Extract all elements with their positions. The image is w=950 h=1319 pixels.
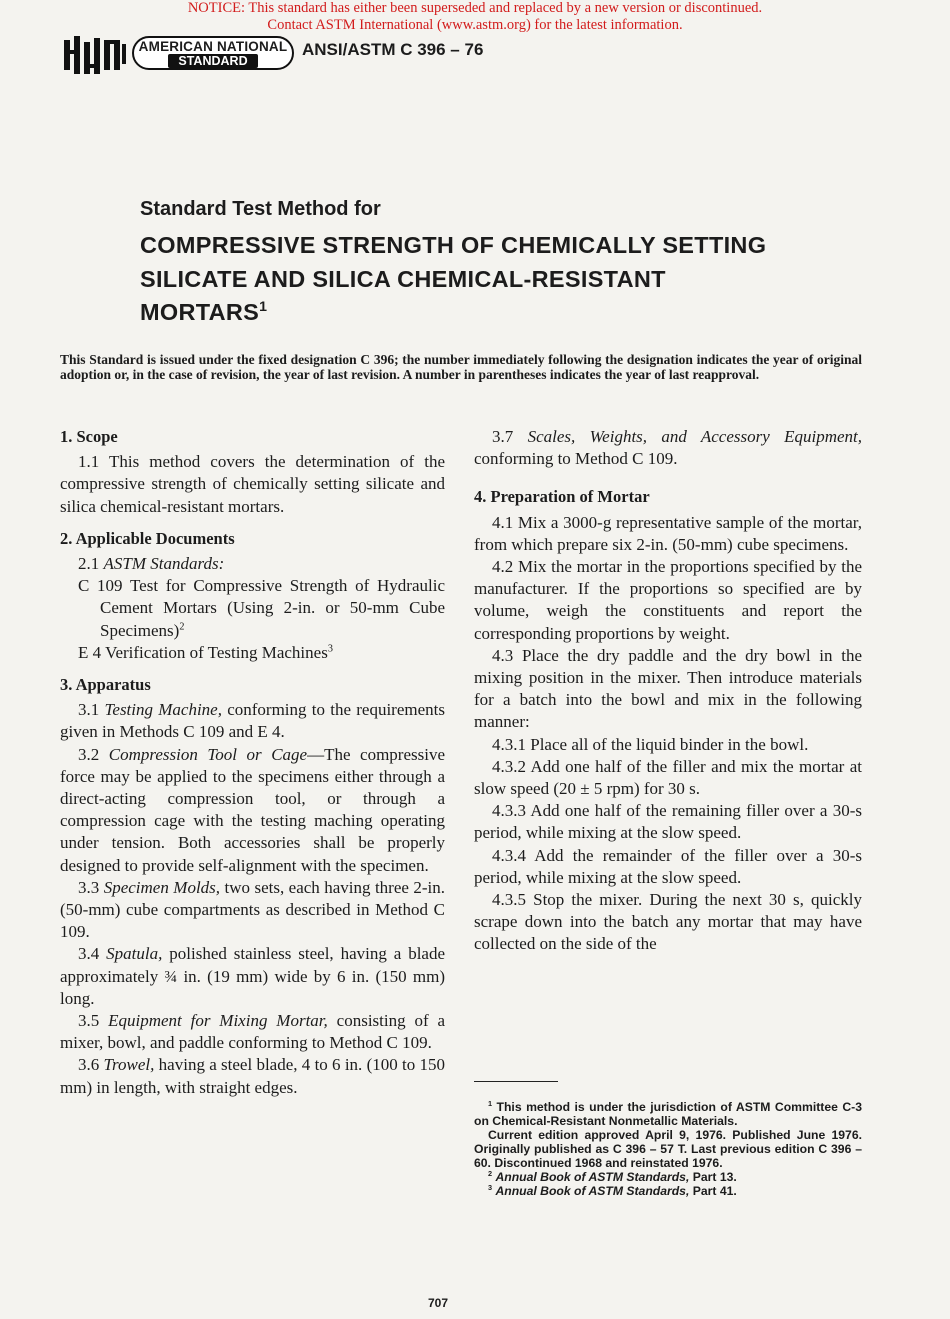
- paragraph-number: 3.6: [78, 1055, 100, 1075]
- astm-logo-icon: [62, 34, 128, 78]
- preamble: This Standard is issued under the fixed designation C 396; the number immediately following the designation indicates the year of original adoption or, in the case of revision, the year of last revision. A number in parentheses indicates the year of last reapproval.: [60, 352, 862, 382]
- reference-c109: [60, 575, 445, 642]
- footnote-ref-3: 3: [327, 643, 333, 655]
- footnote-1-edition: Current edition approved April 9, 1976. Published June 1976. Originally published as C 396 – 57 T. Last previous edition C 396 – 60. Discontinued 1968 and reinstated 1976.: [474, 1128, 862, 1170]
- footnote-3-title: Annual Book of ASTM Standards,: [495, 1184, 690, 1198]
- footnote-2-mark: 2: [488, 1168, 493, 1178]
- title-footnote-ref: 1: [259, 298, 268, 315]
- reference-c109-text: C 109 Test for Compressive Strength of Hydraulic Cement Mortars (Using 2-in. or 50-mm Cube Specimens): [78, 576, 445, 640]
- standard-designation: ANSI/ASTM C 396 – 76: [302, 40, 484, 59]
- paragraph-4-3: 4.3 Place the dry paddle and the dry bowl in the mixing position in the mixer. Then introduce materials for a batch into the bowl and mix in the following manner:: [474, 645, 862, 732]
- badge-bottom-text: STANDARD: [168, 54, 258, 68]
- paragraph-number: 3.1: [78, 700, 100, 720]
- title-line-2: SILICATE AND SILICA CHEMICAL-RESISTANT: [140, 266, 666, 292]
- footnote-3-text: Part 41.: [692, 1184, 737, 1198]
- paragraph-3-2: [60, 744, 445, 877]
- section-1-heading: 1. Scope: [60, 427, 118, 446]
- footnote-3: [474, 1184, 862, 1198]
- footnote-1: [474, 1100, 862, 1128]
- paragraph-number: 3.4: [78, 944, 100, 964]
- reference-e4: [60, 642, 445, 664]
- paragraph-3-7-text: conforming to Method C 109.: [474, 449, 678, 469]
- paragraph-3-6: [60, 1054, 445, 1098]
- footnotes: [474, 1100, 862, 1198]
- paragraph-4-3-4: 4.3.4 Add the remainder of the filler over a 30-s period, while mixing at the slow speed.: [474, 845, 862, 887]
- section-2-heading: 2. Applicable Documents: [60, 528, 235, 548]
- paragraph-number: 3.2: [78, 744, 100, 764]
- paragraph-3-2-title: Compression Tool or Cage: [108, 744, 308, 764]
- footnote-2: [474, 1170, 862, 1184]
- paragraph-number: 2.1: [78, 554, 100, 574]
- footnote-2-title: Annual Book of ASTM Standards,: [495, 1170, 690, 1184]
- american-national-standard-badge: [132, 36, 294, 70]
- paragraph-3-3-text: two sets, each having three 2-in. (50-mm) cube compartments as described in Method C 109.: [60, 877, 446, 942]
- section-3-heading: 3. Apparatus: [60, 675, 151, 695]
- title-line-3: [140, 299, 267, 326]
- title-prefix: Standard Test Method for: [140, 198, 381, 220]
- paragraph-4-3-1: 4.3.1 Place all of the liquid binder in the bowl.: [492, 734, 809, 754]
- footnote-1-text: This method is under the jurisdiction of ASTM Committee C-3 on Chemical-Resistant Nonmetallic Materials.: [474, 1100, 862, 1128]
- paragraph-3-5: [60, 1010, 445, 1054]
- footnote-3-mark: 3: [488, 1182, 493, 1192]
- supersession-notice-line-2: Contact ASTM International (www.astm.org) for the latest information.: [267, 17, 683, 33]
- footnote-ref-2: 2: [179, 620, 185, 632]
- paragraph-4-2: 4.2 Mix the mortar in the proportions specified by the manufacturer. If the proportions so specified are by volume, weigh the constituents and report the corresponding proportions by weight.: [474, 557, 862, 643]
- paragraph-3-3-title: Specimen Molds,: [103, 877, 221, 897]
- supersession-notice-line-1: NOTICE: This standard has either been superseded and replaced by a new version or discontinued.: [187, 0, 763, 16]
- paragraph-3-6-title: Trowel,: [103, 1055, 155, 1075]
- paragraph-2-1: [60, 553, 445, 575]
- paragraph-1-1: 1.1 This method covers the determination of the compressive strength of chemically setting silicate and silica chemical-resistant mortars.: [60, 452, 445, 516]
- title-line-3-text: MORTARS: [140, 299, 260, 325]
- page-number: 707: [428, 1296, 449, 1310]
- paragraph-3-5-title: Equipment for Mixing Mortar,: [108, 1011, 328, 1031]
- paragraph-3-4-text: polished stainless steel, having a blade approximately ¾ in. (19 mm) wide by 6 in. (150 mm) long.: [60, 944, 446, 1008]
- paragraph-4-3-3: 4.3.3 Add one half of the remaining filler over a 30-s period, while mixing at the slow speed.: [474, 801, 862, 843]
- paragraph-3-1-title: Testing Machine,: [104, 700, 222, 720]
- paragraph-3-7: [474, 426, 862, 470]
- left-column: [60, 426, 445, 1099]
- paragraph-number: 3.7: [492, 427, 514, 446]
- paragraph-3-4-title: Spatula,: [106, 944, 163, 964]
- badge-top-text: AMERICAN NATIONAL: [138, 39, 288, 54]
- paragraph-number: 3.5: [78, 1011, 100, 1031]
- paragraph-4-3-5: 4.3.5 Stop the mixer. During the next 30 s, quickly scrape down into the batch any mortar that may have collected on the side of the: [474, 890, 862, 954]
- paragraph-3-7-title: Scales, Weights, and Accessory Equipment,: [527, 427, 862, 446]
- paragraph-2-1-title: ASTM Standards:: [103, 554, 225, 574]
- paragraph-3-6-text: having a steel blade, 4 to 6 in. (100 to 150 mm) in length, with straight edges.: [60, 1055, 446, 1097]
- paragraph-3-5-text: consisting of a mixer, bowl, and paddle conforming to Method C 109.: [60, 1011, 446, 1053]
- paragraph-4-1: 4.1 Mix a 3000-g representative sample of the mortar, from which prepare six 2-in. (50-mm) cube specimens.: [474, 512, 862, 554]
- footnote-2-text: Part 13.: [692, 1170, 737, 1184]
- right-column: [474, 426, 862, 956]
- reference-e4-text: E 4 Verification of Testing Machines: [78, 642, 328, 662]
- paragraph-3-1: [60, 699, 445, 743]
- paragraph-3-4: [60, 943, 445, 1010]
- footnote-divider: [474, 1081, 558, 1082]
- paragraph-3-1-text: conforming to the requirements given in Methods C 109 and E 4.: [60, 700, 445, 742]
- section-4-heading: 4. Preparation of Mortar: [474, 487, 650, 507]
- paragraph-3-3: [60, 877, 445, 944]
- paragraph-4-3-2: 4.3.2 Add one half of the filler and mix the mortar at slow speed (20 ± 5 rpm) for 30 s.: [474, 756, 862, 799]
- footnote-1-mark: 1: [488, 1098, 493, 1108]
- paragraph-number: 3.3: [78, 877, 100, 897]
- paragraph-3-2-text: —The compressive force may be applied to the specimens either through a direct-acting compression tool, or through a compression cage with the testing maching operating under tension. Both accessories shall be properly designed to provide self-alignment with the specimen.: [60, 744, 446, 875]
- title-line-1: COMPRESSIVE STRENGTH OF CHEMICALLY SETTING: [140, 232, 767, 258]
